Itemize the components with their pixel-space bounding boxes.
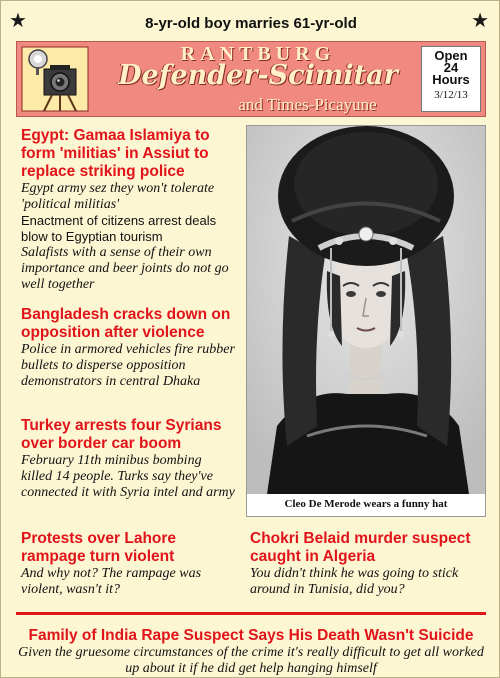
story-bangladesh [21,306,236,390]
divider-rule [16,612,486,615]
story-headline[interactable]: Bangladesh cracks down on opposition after violence [21,306,231,341]
masthead-rantburg: RANTBURG [180,43,336,65]
star-icon: ★ [471,8,489,32]
masthead [16,41,486,117]
story-headline[interactable]: Turkey arrests four Syrians over border car boom [21,417,222,452]
open-24-hours-box [421,46,481,112]
issue-date: 3/12/13 [434,89,468,101]
star-icon: ★ [9,8,27,32]
story-chokri-belaid [250,530,486,598]
story-lahore [21,530,243,598]
story-headline[interactable]: Chokri Belaid murder suspect caught in Algeria [250,530,471,565]
masthead-title: Defender-Scimitar [118,60,398,91]
tagline[interactable]: 8-yr-old boy marries 61-yr-old [145,15,357,32]
vintage-camera-icon [20,45,90,113]
story-subhead: Police in armored vehicles fire rubber bullets to disperse opposition demonstrators in central Dhaka [21,342,235,389]
open-label: Open [434,48,468,63]
story-headline[interactable]: Egypt: Gamaa Islamiya to form 'militias' in Assiut to replace striking police [21,127,210,180]
hours-label: Hours [432,72,470,87]
story-subhead: Salafists with a sense of their own importance and beer joints do not go well together [21,245,229,292]
story-subhead: February 11th minibus bombing killed 14 people. Turks say they've connected it with Syria intel and army [21,453,235,500]
hours-number: 24 [443,60,459,75]
story-india [16,627,486,677]
story-headline[interactable]: Protests over Lahore rampage turn violent [21,530,177,565]
story-subhead: Given the gruesome circumstances of the crime it's really difficult to get all worked up about it if he did get help hanging himself [18,645,484,676]
story-subhead: And why not? The rampage was violent, wasn't it? [21,566,202,597]
photo-caption: Cleo De Merode wears a funny hat [284,498,448,510]
photo-frame [246,125,486,517]
story-egypt [21,127,241,293]
story-turkey [21,417,236,501]
portrait-photo [247,126,485,494]
story-subhead[interactable]: Enactment of citizens arrest deals blow to Egyptian tourism [21,213,217,244]
story-headline[interactable]: Family of India Rape Suspect Says His Death Wasn't Suicide [28,627,474,644]
masthead-subtitle: and Times-Picayune [238,95,377,114]
story-subhead: You didn't think he was going to stick around in Tunisia, did you? [250,566,459,597]
story-subhead: Egypt army sez they won't tolerate 'political militias' [21,181,215,212]
